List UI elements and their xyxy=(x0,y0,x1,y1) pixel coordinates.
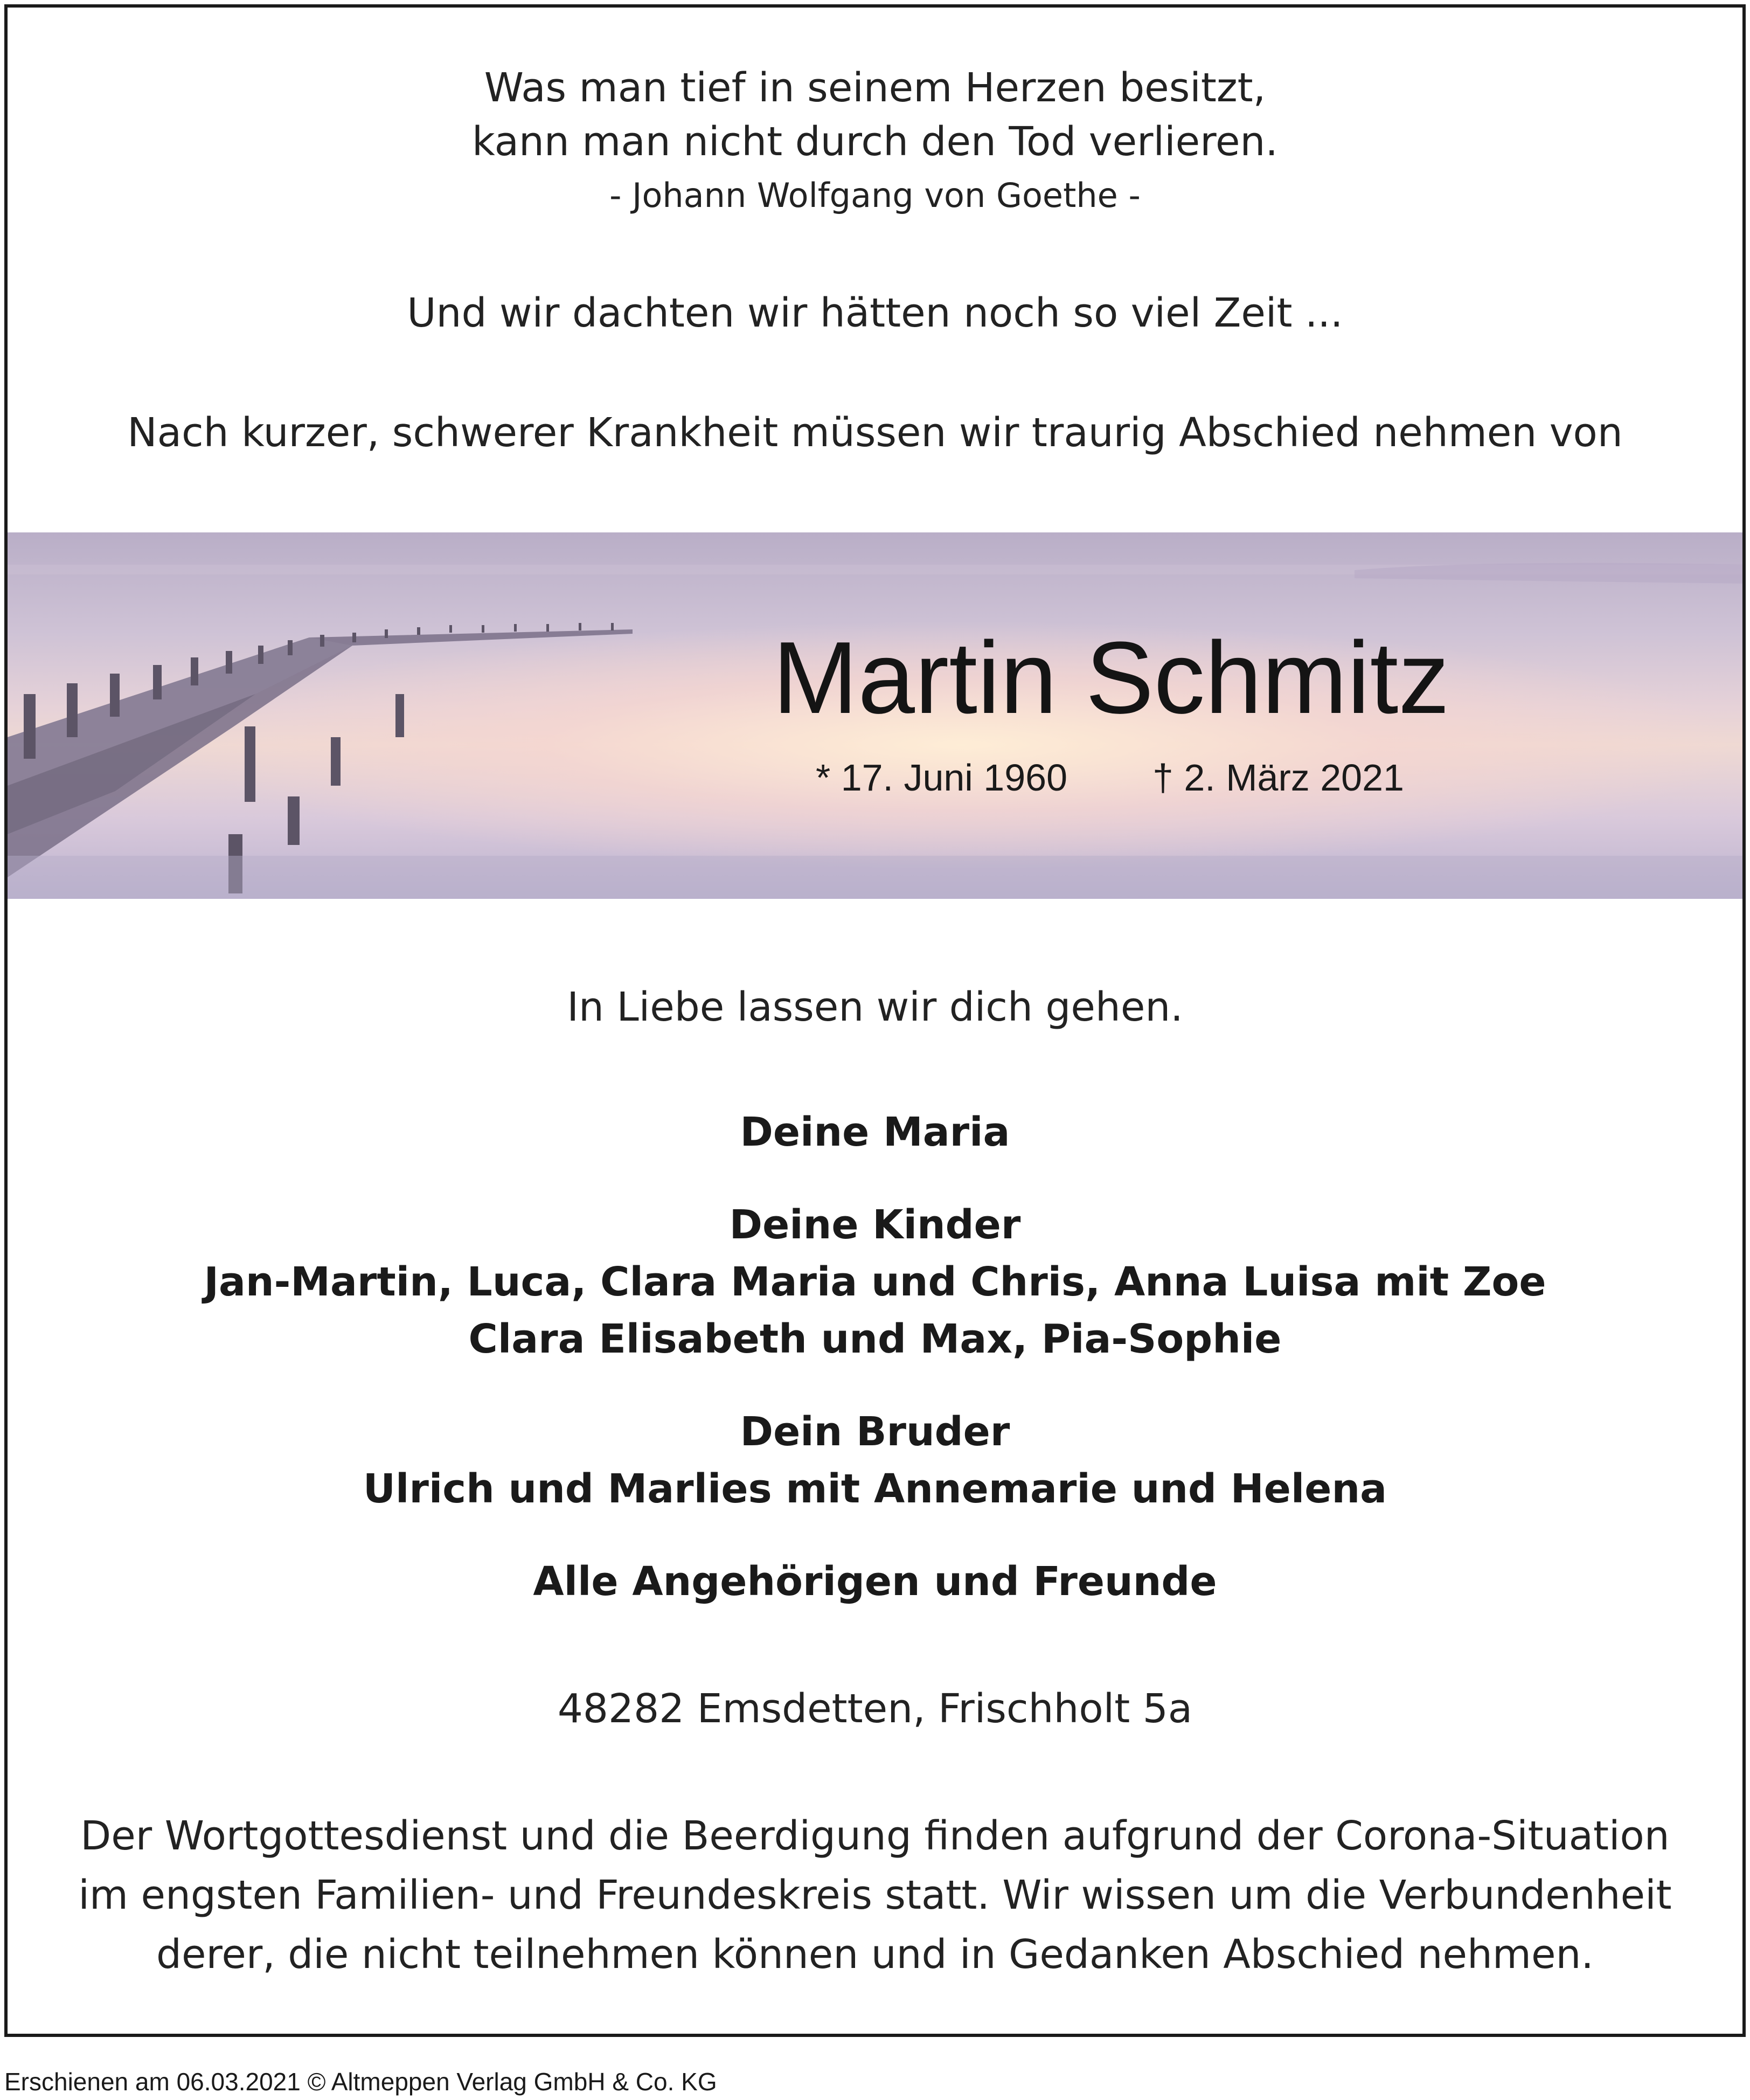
death-date: † 2. März 2021 xyxy=(1152,757,1404,799)
brother-names: Ulrich und Marlies mit Annemarie und Helena xyxy=(363,1466,1387,1512)
notice-line-3: derer, die nicht teilnehmen können und in Gedanken Abschied nehmen. xyxy=(156,1931,1594,1978)
quote-author: - Johann Wolfgang von Goethe - xyxy=(609,176,1141,215)
birth-date: * 17. Juni 1960 xyxy=(816,757,1068,799)
relatives-line: Alle Angehörigen und Freunde xyxy=(533,1558,1217,1605)
children-names-1: Jan-Martin, Luca, Clara Maria und Chris, Anna Luisa mit Zoe xyxy=(204,1259,1546,1305)
obituary-frame xyxy=(4,4,1746,2037)
intro-line: Und wir dachten wir hätten noch so viel Zeit ... xyxy=(407,290,1343,336)
children-names-2: Clara Elisabeth und Max, Pia-Sophie xyxy=(468,1316,1282,1362)
publication-footer: Erschienen am 06.03.2021 © Altmeppen Verlag GmbH & Co. KG xyxy=(4,2068,717,2096)
announcement-line: Nach kurzer, schwerer Krankheit müssen wir traurig Abschied nehmen von xyxy=(127,410,1623,456)
quote-line-2: kann man nicht durch den Tod verlieren. xyxy=(472,119,1278,165)
notice-line-1: Der Wortgottesdienst und die Beerdigung finden aufgrund der Corona-Situation xyxy=(80,1813,1670,1859)
partner-name: Deine Maria xyxy=(740,1109,1010,1155)
brother-heading: Dein Bruder xyxy=(740,1409,1010,1455)
children-heading: Deine Kinder xyxy=(729,1202,1021,1248)
farewell-line: In Liebe lassen wir dich gehen. xyxy=(567,984,1183,1030)
deceased-name: Martin Schmitz xyxy=(773,621,1450,735)
notice-line-2: im engsten Familien- und Freundeskreis statt. Wir wissen um die Verbundenheit xyxy=(78,1872,1672,1918)
quote-line-1: Was man tief in seinem Herzen besitzt, xyxy=(484,65,1266,111)
address-line: 48282 Emsdetten, Frischholt 5a xyxy=(557,1686,1193,1732)
pier-banner-image xyxy=(8,532,1742,899)
